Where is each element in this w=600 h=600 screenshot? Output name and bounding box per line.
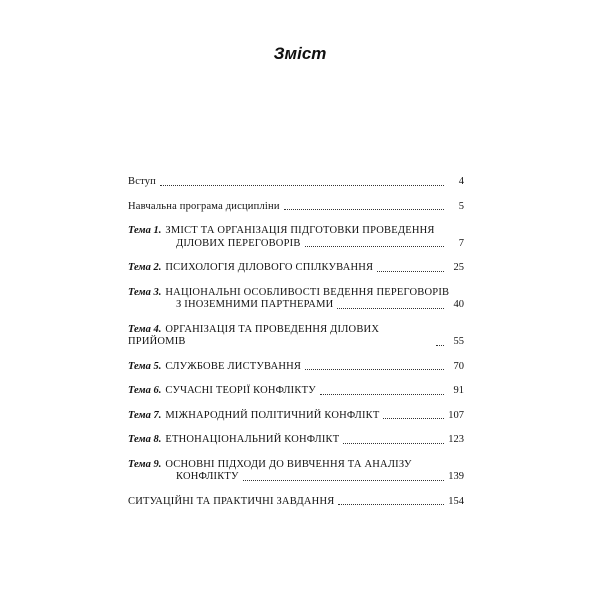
toc-page-number: 123 xyxy=(448,434,464,445)
table-of-contents xyxy=(128,176,464,520)
toc-entry-text: Вступ xyxy=(128,176,156,187)
toc-theme-number: Тема 9. xyxy=(128,458,162,470)
toc-entry-text: З ІНОЗЕМНИМИ ПАРТНЕРАМИ xyxy=(176,299,334,310)
dot-leader xyxy=(436,344,444,346)
toc-entry-text: ОРГАНІЗАЦІЯ ТА ПРОВЕДЕННЯ ДІЛОВИХ ПРИЙОМІВ xyxy=(128,323,380,347)
toc-entry-text: ПСИХОЛОГІЯ ДІЛОВОГО СПІЛКУВАННЯ xyxy=(165,262,374,273)
toc-entry xyxy=(128,496,464,509)
toc-page-number: 154 xyxy=(448,495,464,507)
toc-entry-label xyxy=(128,176,156,189)
toc-theme-number: Тема 5. xyxy=(128,360,162,372)
dot-leader xyxy=(343,442,444,444)
toc-page-number: 7 xyxy=(458,237,464,249)
dot-leader xyxy=(305,368,444,370)
toc-entry xyxy=(128,262,464,275)
toc-entry xyxy=(128,201,464,214)
toc-entry-text: ЕТНОНАЦІОНАЛЬНИЙ КОНФЛІКТ xyxy=(165,434,340,445)
toc-page-number: 40 xyxy=(453,299,464,310)
toc-entry-label xyxy=(128,262,373,275)
toc-entry-text: ДІЛОВИХ ПЕРЕГОВОРІВ xyxy=(176,237,301,249)
toc-entry xyxy=(128,176,464,189)
toc-theme-number: Тема 4. xyxy=(128,323,162,335)
toc-entry xyxy=(128,287,464,312)
toc-entry xyxy=(128,361,464,374)
page-title: Зміст xyxy=(273,44,327,63)
toc-page-number: 4 xyxy=(458,176,464,187)
toc-entry-text: Навчальна програма дисципліни xyxy=(128,200,280,212)
dot-leader xyxy=(338,503,444,505)
toc-entry-text: ЗМІСТ ТА ОРГАНІЗАЦІЯ ПІДГОТОВКИ ПРОВЕДЕННЯ xyxy=(165,225,435,236)
toc-entry-label xyxy=(128,238,301,251)
toc-theme-number: Тема 2. xyxy=(128,262,162,273)
dot-leader xyxy=(305,245,444,247)
toc-entry-label xyxy=(128,287,449,300)
toc-page-number: 70 xyxy=(453,360,464,372)
toc-entry-label xyxy=(128,324,432,349)
toc-page-number: 55 xyxy=(453,336,464,347)
toc-entry xyxy=(128,385,464,398)
toc-entry-label xyxy=(128,201,280,214)
toc-theme-number: Тема 7. xyxy=(128,409,162,421)
toc-entry-label xyxy=(128,385,316,398)
toc-entry-text: СУЧАСНІ ТЕОРІЇ КОНФЛІКТУ xyxy=(165,385,316,396)
toc-entry-label xyxy=(128,471,239,484)
toc-entry-text: НАЦІОНАЛЬНІ ОСОБЛИВОСТІ ВЕДЕННЯ ПЕРЕГОВОРІВ xyxy=(165,286,450,298)
toc-entry-label xyxy=(128,225,435,238)
toc-entry-text: КОНФЛІКТУ xyxy=(176,471,239,482)
toc-entry xyxy=(128,410,464,423)
toc-entry-label xyxy=(128,410,379,423)
toc-theme-number: Тема 6. xyxy=(128,385,162,396)
dot-leader xyxy=(337,307,444,309)
toc-page-number: 25 xyxy=(453,262,464,273)
toc-entry-label xyxy=(128,299,333,312)
toc-entry-label xyxy=(128,496,334,509)
dot-leader xyxy=(243,479,444,481)
toc-entry-text: МІЖНАРОДНИЙ ПОЛІТИЧНИЙ КОНФЛІКТ xyxy=(165,409,380,421)
dot-leader xyxy=(284,208,444,210)
toc-theme-number: Тема 1. xyxy=(128,225,162,236)
toc-entry-label xyxy=(128,434,339,447)
dot-leader xyxy=(377,270,444,272)
toc-page-number: 91 xyxy=(453,385,464,396)
toc-entry xyxy=(128,324,464,349)
dot-leader xyxy=(320,393,444,395)
dot-leader xyxy=(383,417,444,419)
toc-entry xyxy=(128,434,464,447)
toc-entry xyxy=(128,459,464,484)
toc-page-number: 107 xyxy=(448,409,464,421)
toc-entry xyxy=(128,225,464,250)
toc-page-number: 139 xyxy=(448,471,464,482)
toc-theme-number: Тема 8. xyxy=(128,434,162,445)
toc-entry-label xyxy=(128,361,301,374)
toc-theme-number: Тема 3. xyxy=(128,286,162,298)
toc-page-number: 5 xyxy=(458,200,464,212)
toc-entry-text: СИТУАЦІЙНІ ТА ПРАКТИЧНІ ЗАВДАННЯ xyxy=(128,495,335,507)
dot-leader xyxy=(160,184,444,186)
toc-entry-text: СЛУЖБОВЕ ЛИСТУВАННЯ xyxy=(165,360,302,372)
toc-entry-label xyxy=(128,459,412,472)
toc-entry-text: ОСНОВНІ ПІДХОДИ ДО ВИВЧЕННЯ ТА АНАЛІЗУ xyxy=(165,458,412,470)
